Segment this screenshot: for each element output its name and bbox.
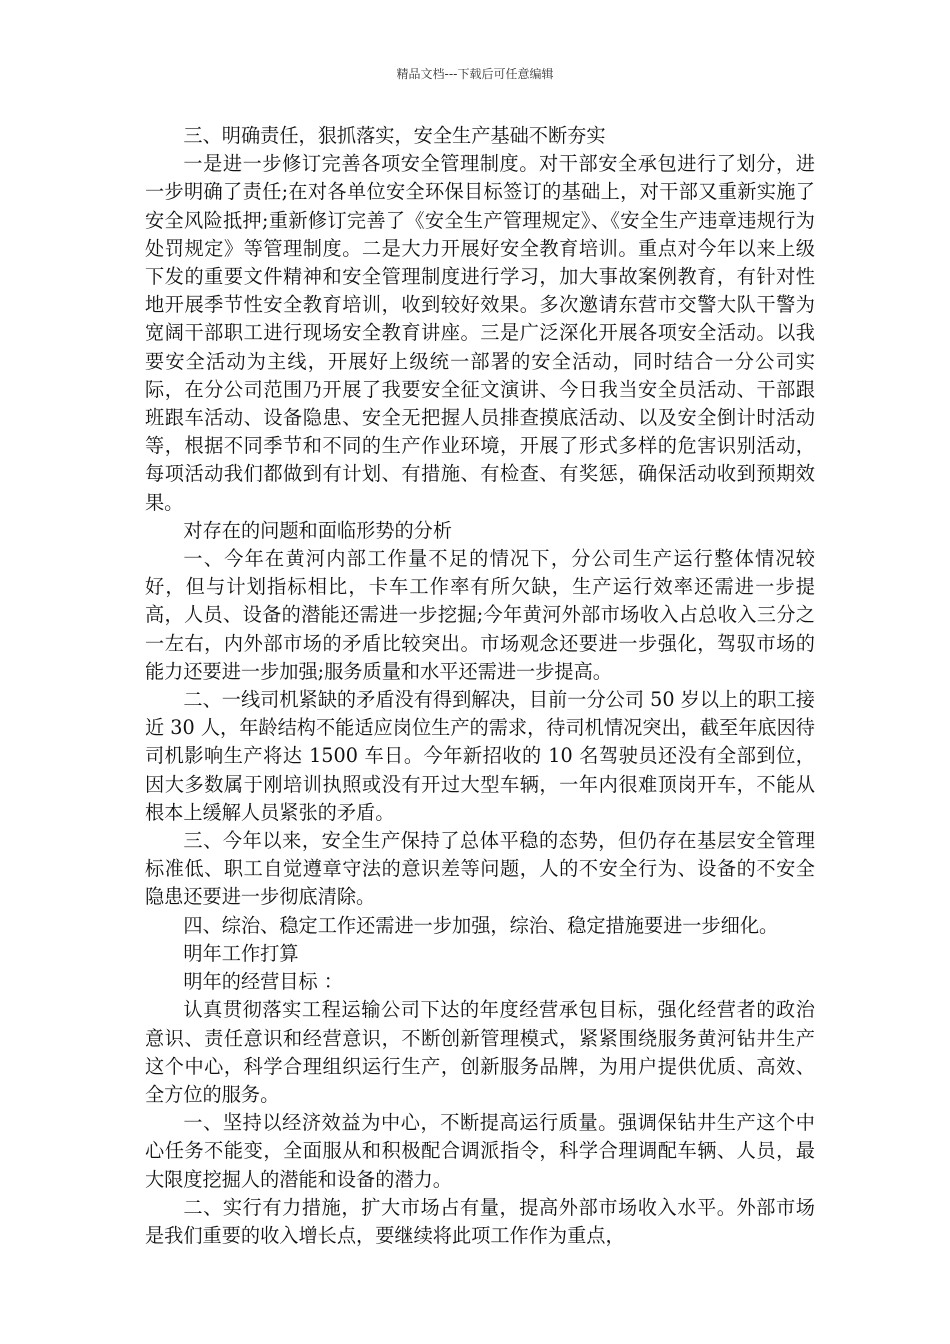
paragraph-problem-3: 三、今年以来，安全生产保持了总体平稳的态势，但仍存在基层安全管理标准低、职工自觉遵章守法的意识差等问题，人的不安全行为、设备的不安全隐患还要进一步彻底清除。 [145,829,815,909]
section-heading-safety: 三、明确责任，狠抓落实，安全生产基础不断夯实 [183,124,606,147]
section-heading-goals: 明年的经营目标 ： [183,970,343,994]
section-heading-plan: 明年工作打算 [183,941,299,965]
paragraph-plan-2: 二、实行有力措施，扩大市场占有量，提高外部市场收入水平。外部市场是我们重要的收入增长点，要继续将此项工作作为重点， [145,1195,815,1247]
page-header: 精品文档---下载后可任意编辑 [396,67,554,81]
section-heading-problems: 对存在的问题和面临形势的分析 [183,518,453,542]
paragraph-goals: 认真贯彻落实工程运输公司下达的年度经营承包目标，强化经营者的政治意识、责任意识和经营意识，不断创新管理模式，紧紧围绕服务黄河钻井生产这个中心，科学合理组织运行生产，创新服务品牌，为用户提供优质、高效、全方位的服务。 [145,998,815,1106]
document-body [145,122,815,1250]
paragraph-problem-2: 二、一线司机紧缺的矛盾没有得到解决，目前一分公司 50 岁以上的职工接近 30 人，年龄结构不能适应岗位生产的需求，待司机情况突出，截至年底因待司机影响生产将达 1500 车日。今年新招收的 10 名驾驶员还没有全部到位，因大多数属于刚培训执照或没有开过大型车辆，一年内很难顶岗开车，不能从根本上缓解人员紧张的矛盾。 [145,688,815,824]
paragraph-problem-4: 四、综治、稳定工作还需进一步加强，综治、稳定措施要进一步细化。 [183,913,779,937]
paragraph-safety-measures: 一是进一步修订完善各项安全管理制度。对干部安全承包进行了划分，进一步明确了责任;在对各单位安全环保目标签订的基础上，对干部又重新实施了安全风险抵押;重新修订完善了《安全生产管理规定》、《安全生产违章违规行为处罚规定》等管理制度。二是大力开展好安全教育培训。重点对今年以来上级下发的重要文件精神和安全管理制度进行学习，加大事故案例教育，有针对性地开展季节性安全教育培训，收到较好效果。多次邀请东营市交警大队干警为宽阔干部职工进行现场安全教育讲座。三是广泛深化开展各项安全活动。以我要安全活动为主线，开展好上级统一部署的安全活动，同时结合一分公司实际，在分公司范围乃开展了我要安全征文演讲、今日我当安全员活动、干部跟班跟车活动、设备隐患、安全无把握人员排查摸底活动、以及安全倒计时活动等，根据不同季节和不同的生产作业环境，开展了形式多样的危害识别活动，每项活动我们都做到有计划、有措施、有检查、有奖惩，确保活动收到预期效果。 [145,152,815,514]
paragraph-plan-1: 一、坚持以经济效益为中心，不断提高运行质量。强调保钻井生产这个中心任务不能变，全面服从和积极配合调派指令，科学合理调配车辆、人员，最大限度挖掘人的潜能和设备的潜力。 [145,1111,815,1191]
paragraph-problem-1: 一、今年在黄河内部工作量不足的情况下，分公司生产运行整体情况较好，但与计划指标相比，卡车工作率有所欠缺，生产运行效率还需进一步提高，人员、设备的潜能还需进一步挖掘;今年黄河外部市场收入占总收入三分之一左右，内外部市场的矛盾比较突出。市场观念还要进一步强化，驾驭市场的能力还要进一步加强;服务质量和水平还需进一步提高。 [145,547,815,683]
